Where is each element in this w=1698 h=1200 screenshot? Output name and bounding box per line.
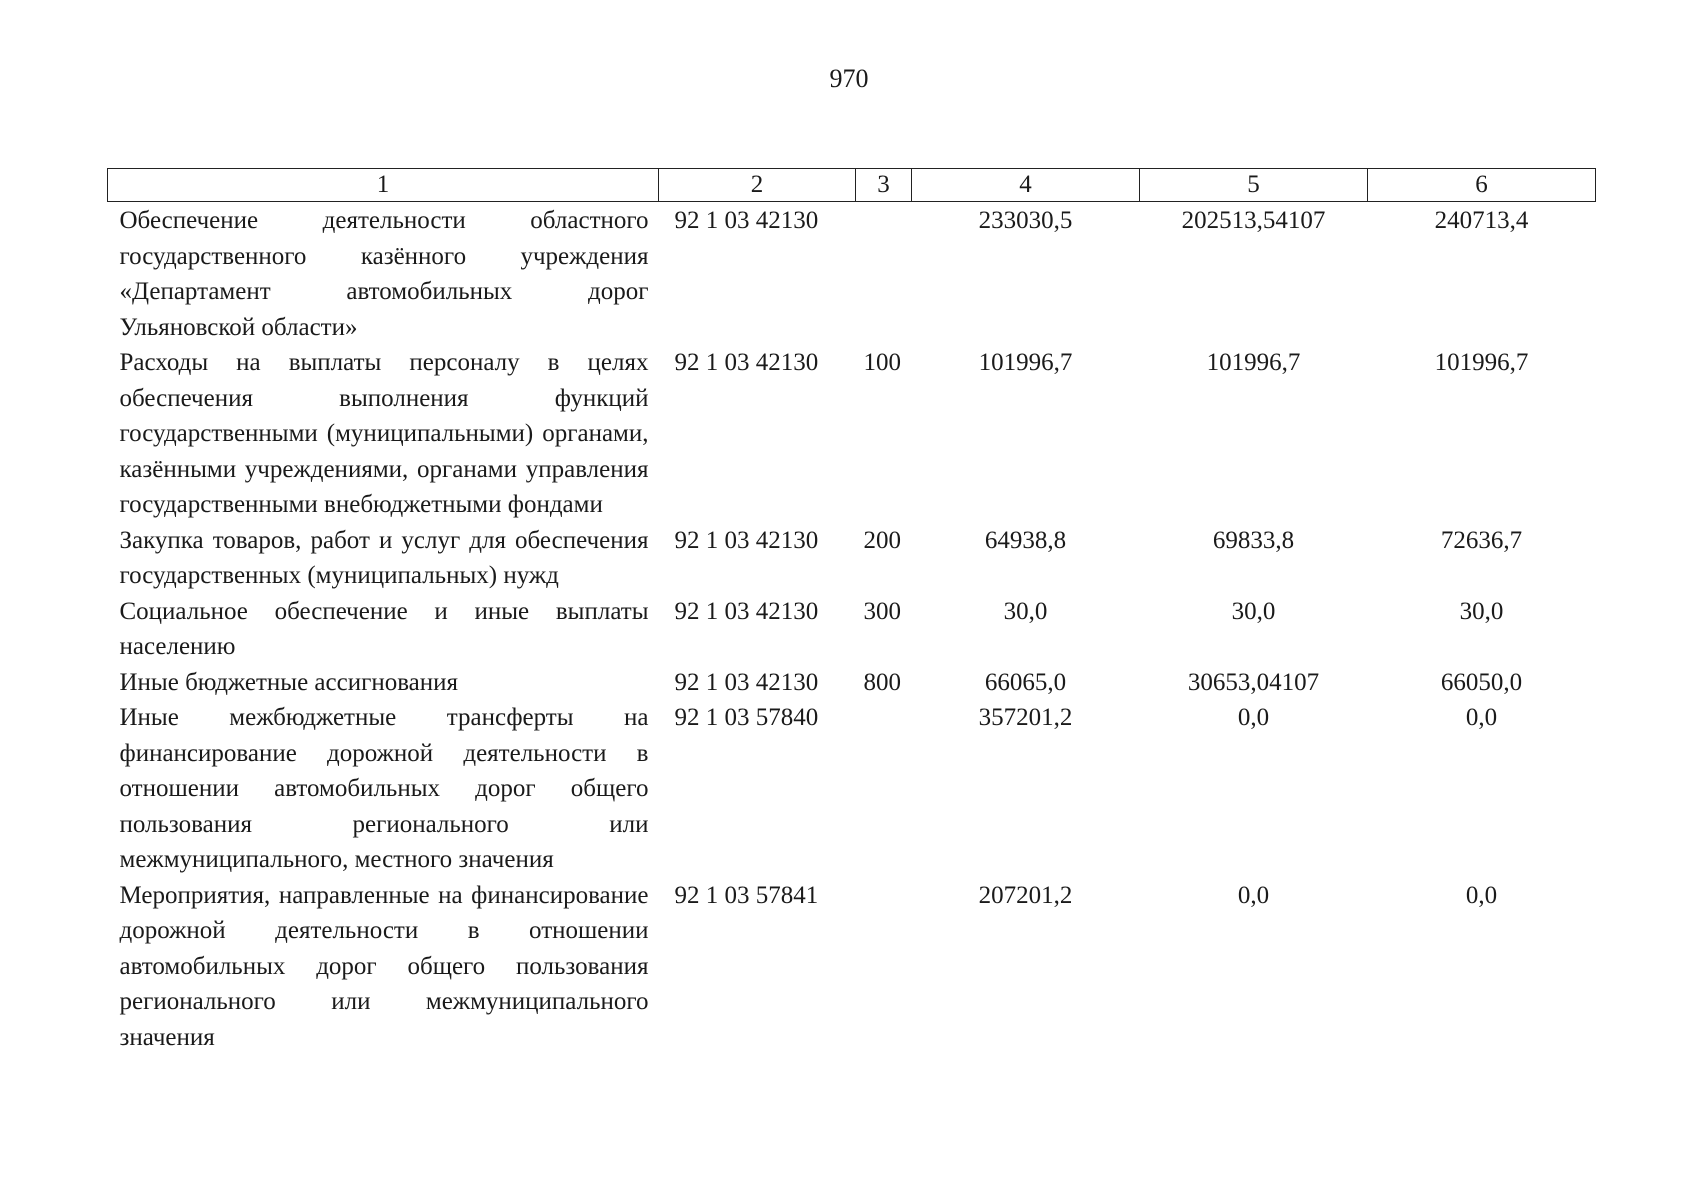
row-target-code: 92 1 03 57840	[674, 704, 819, 731]
table-row	[108, 345, 1596, 523]
header-col-4: 4	[912, 169, 1140, 202]
row-value-6: 240713,4	[1434, 207, 1529, 234]
table-header-row	[108, 169, 1596, 202]
table-row	[108, 700, 1596, 878]
table-row	[108, 523, 1596, 594]
budget-table	[107, 168, 1596, 1055]
row-expense-type	[856, 700, 912, 878]
row-expense-type: 100	[863, 349, 901, 376]
row-name: Обеспечение деятельности областного государственного казённого учреждения «Департамент автомобильных дорог Ульяновской области»	[119, 207, 649, 341]
row-name: Иные межбюджетные трансферты на финансирование дорожной деятельности в отношении автомобильных дорог общего пользования регионального или межмуниципального, местного значения	[119, 704, 649, 873]
row-target-code: 92 1 03 57841	[674, 881, 819, 909]
row-value-6: 0,0	[1465, 704, 1498, 731]
table-row	[108, 594, 1596, 665]
row-value-5: 0,0	[1237, 704, 1270, 731]
row-target-code: 92 1 03 42130	[674, 349, 819, 376]
header-col-5: 5	[1140, 169, 1368, 202]
row-expense-type: 300	[863, 597, 901, 625]
row-value-6: 66050,0	[1440, 668, 1523, 696]
row-expense-type: 800	[863, 668, 901, 696]
row-name: Расходы на выплаты персоналу в целях обеспечения выполнения функций государственными (муниципальными) органами, казёнными учреждениями, органами управления государственными внебюджетными фондами	[119, 349, 649, 518]
row-expense-type	[856, 878, 912, 1056]
row-target-code: 92 1 03 42130	[674, 668, 819, 696]
row-name: Мероприятия, направленные на финансирование дорожной деятельности в отношении автомобильных дорог общего пользования регионального или межмуниципального значения	[119, 881, 649, 1051]
row-expense-type	[856, 202, 912, 346]
row-name: Иные бюджетные ассигнования	[119, 668, 459, 696]
row-value-4: 233030,5	[978, 207, 1073, 234]
header-col-6: 6	[1368, 169, 1596, 202]
row-value-5: 202513,54107	[1181, 207, 1326, 234]
row-value-5: 30653,04107	[1187, 668, 1320, 696]
table-row	[108, 202, 1596, 346]
row-value-6: 30,0	[1459, 597, 1504, 625]
header-col-3: 3	[856, 169, 912, 202]
row-name: Закупка товаров, работ и услуг для обеспечения государственных (муниципальных) нужд	[119, 526, 649, 589]
row-target-code: 92 1 03 42130	[674, 207, 819, 234]
table-row	[108, 665, 1596, 701]
row-value-6: 0,0	[1465, 881, 1498, 909]
row-value-4: 207201,2	[978, 881, 1073, 909]
row-target-code: 92 1 03 42130	[674, 526, 819, 554]
row-value-6: 72636,7	[1440, 526, 1523, 554]
row-value-5: 69833,8	[1212, 526, 1295, 554]
page-number: 970	[829, 64, 869, 93]
row-value-4: 357201,2	[978, 704, 1073, 731]
row-value-4: 30,0	[1003, 597, 1048, 625]
row-value-5: 101996,7	[1206, 349, 1301, 376]
table-row	[108, 878, 1596, 1056]
row-target-code: 92 1 03 42130	[674, 597, 819, 625]
header-col-2: 2	[659, 169, 856, 202]
row-value-5: 0,0	[1237, 881, 1270, 909]
row-expense-type: 200	[863, 526, 901, 554]
row-name: Социальное обеспечение и иные выплаты населению	[119, 597, 649, 660]
row-value-6: 101996,7	[1434, 349, 1529, 376]
row-value-5: 30,0	[1231, 597, 1276, 625]
row-value-4: 66065,0	[984, 668, 1067, 696]
header-col-1: 1	[108, 169, 659, 202]
row-value-4: 64938,8	[984, 526, 1067, 554]
row-value-4: 101996,7	[978, 349, 1073, 376]
